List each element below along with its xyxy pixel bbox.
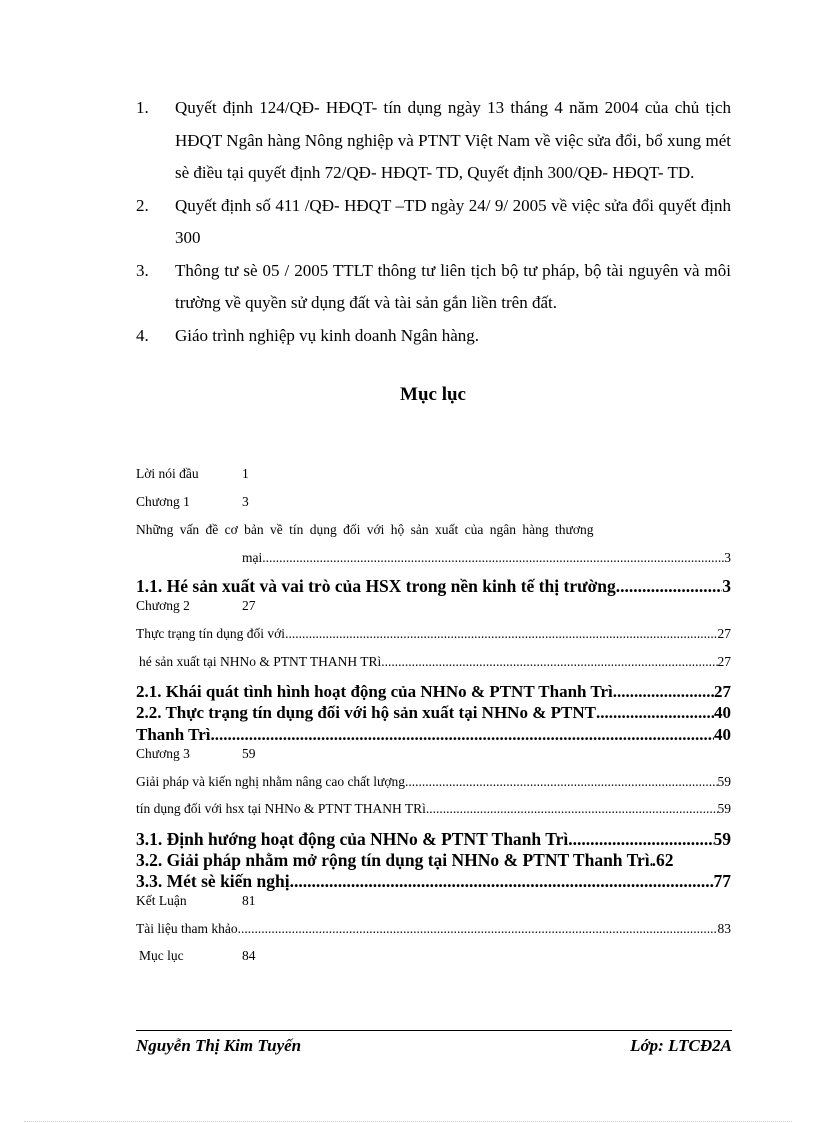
toc-entry-chapter-1[interactable] bbox=[136, 494, 731, 510]
toc-page: 84 bbox=[242, 948, 256, 963]
toc-text: Thực trạng tín dụng đối với bbox=[136, 626, 286, 641]
toc-page: 59 bbox=[242, 746, 256, 761]
toc-page: .62 bbox=[651, 850, 674, 870]
toc-page: 1 bbox=[242, 466, 249, 481]
toc-page: 40 bbox=[714, 725, 731, 744]
toc-leader bbox=[381, 654, 717, 670]
toc-page: 81 bbox=[242, 893, 256, 908]
toc-page: 59 bbox=[717, 774, 731, 789]
toc-page: 27 bbox=[717, 654, 731, 669]
toc-entry-3-1[interactable] bbox=[136, 829, 731, 850]
toc-entry-chapter-3-title-a[interactable] bbox=[136, 774, 731, 790]
toc-entry-chapter-2-title-b[interactable] bbox=[139, 654, 731, 670]
toc-page: 59 bbox=[713, 829, 731, 849]
toc-entry-1-1[interactable] bbox=[136, 576, 731, 597]
toc-label: Lời nói đầu bbox=[136, 466, 199, 481]
toc-text: hé sản xuất tại NHNo & PTNT THANH TRì bbox=[139, 654, 382, 669]
toc-page: 27 bbox=[714, 682, 731, 701]
toc-entry-2-2-cont[interactable] bbox=[136, 725, 731, 745]
toc-leader bbox=[426, 801, 718, 817]
toc-page: 40 bbox=[714, 703, 731, 722]
toc-leader bbox=[405, 774, 717, 790]
reference-number: 3. bbox=[136, 260, 149, 280]
toc-text: Thanh Trì bbox=[136, 725, 211, 744]
toc-page: 59 bbox=[717, 801, 731, 816]
footer-class: Lớp: LTCĐ2A bbox=[630, 1036, 732, 1055]
toc-label: Kết Luận bbox=[136, 893, 187, 908]
footer-author: Nguyễn Thị Kim Tuyến bbox=[136, 1036, 302, 1055]
toc-entry-3-3[interactable] bbox=[136, 871, 731, 892]
toc-entry-3-2[interactable] bbox=[136, 850, 731, 871]
toc-text: 1.1. Hé sản xuất và vai trò của HSX trong nền kinh tế thị trường bbox=[136, 576, 616, 596]
reference-number: 4. bbox=[136, 325, 149, 345]
toc-text: mại bbox=[242, 550, 263, 565]
footer-divider bbox=[136, 1030, 732, 1031]
toc-page: 83 bbox=[717, 921, 731, 936]
toc-leader bbox=[596, 703, 714, 723]
page-footer bbox=[136, 1036, 732, 1056]
toc-leader bbox=[285, 626, 717, 642]
toc-text: 3.3. Mét sè kiến nghị bbox=[136, 871, 290, 891]
toc-page: 77 bbox=[713, 871, 731, 891]
toc-chapter-1-title: Những vấn đề cơ bản về tín dụng đối với hộ sản xuất của ngân hàng thương bbox=[136, 522, 594, 537]
page-edge-divider bbox=[24, 1121, 792, 1122]
reference-text: Quyết định số 411 /QĐ- HĐQT –TD ngày 24/ 9/ 2005 về việc sửa đổi quyết định 300 bbox=[175, 195, 731, 247]
toc-entry-chapter-3-title-b[interactable] bbox=[136, 801, 731, 817]
toc-leader bbox=[568, 829, 713, 850]
reference-item bbox=[136, 255, 731, 320]
toc-entry-conclusion[interactable] bbox=[136, 893, 731, 909]
toc-text: tín dụng đối với hsx tại NHNo & PTNT THANH TRì bbox=[136, 801, 426, 816]
reference-item bbox=[136, 320, 731, 353]
toc-entry-chapter-2[interactable] bbox=[136, 598, 731, 614]
toc-page: 3 bbox=[724, 550, 731, 565]
toc-entry-2-2[interactable] bbox=[136, 703, 731, 723]
toc-leader bbox=[238, 921, 718, 937]
reference-text: Giáo trình nghiệp vụ kinh doanh Ngân hàng. bbox=[175, 325, 480, 345]
toc-label: Chương 2 bbox=[136, 598, 190, 613]
toc-text: Tài liệu tham khảo bbox=[136, 921, 238, 936]
toc-leader bbox=[262, 550, 724, 566]
toc-text: 2.1. Khái quát tình hình hoạt động của NHNo & PTNT Thanh Trì. bbox=[136, 682, 618, 701]
reference-text: Thông tư sè 05 / 2005 TTLT thông tư liên tịch bộ tư pháp, bộ tài nguyên và môi trường về quyền sử dụng đất và tài sản gắn liền trên đất. bbox=[175, 260, 731, 312]
reference-list bbox=[136, 92, 731, 352]
toc-title: Mục lục bbox=[400, 384, 466, 405]
toc-entry-chapter-1-title-cont[interactable] bbox=[242, 550, 731, 566]
toc-leader bbox=[617, 682, 714, 702]
reference-text: Quyết định 124/QĐ- HĐQT- tín dụng ngày 13 tháng 4 năm 2004 của chủ tịch HĐQT Ngân hàng Nông nghiệp và PTNT Việt Nam về việc sửa đổi, bổ xung mét sè điều tại quyết định 72/QĐ- HĐQT- TD, Quyết định 300/QĐ- HĐQT- TD. bbox=[175, 98, 731, 182]
toc-entry-references[interactable] bbox=[136, 921, 731, 937]
toc-text: 3.2. Giải pháp nhằm mở rộng tín dụng tại NHNo & PTNT Thanh Trì bbox=[136, 850, 650, 870]
toc-label: Mục lục bbox=[139, 948, 184, 963]
toc-text: 3.1. Định hướng hoạt động của NHNo & PTNT Thanh Trì bbox=[136, 829, 569, 849]
reference-item bbox=[136, 92, 731, 190]
toc-label: Chương 3 bbox=[136, 746, 190, 761]
toc-page: 27 bbox=[717, 626, 731, 641]
reference-number: 1. bbox=[136, 98, 149, 117]
toc-leader bbox=[616, 576, 722, 597]
toc-leader bbox=[211, 725, 715, 745]
reference-item bbox=[136, 190, 731, 255]
toc-text: Giải pháp và kiến nghị nhằm nâng cao chất lượng bbox=[136, 774, 406, 789]
toc-entry-preface[interactable] bbox=[136, 466, 731, 482]
toc-page: 3 bbox=[242, 494, 249, 509]
toc-page: 27 bbox=[242, 598, 256, 613]
reference-number: 2. bbox=[136, 195, 149, 215]
toc-label: Chương 1 bbox=[136, 494, 190, 509]
toc-leader bbox=[290, 871, 714, 892]
toc-entry-chapter-2-title-a[interactable] bbox=[136, 626, 731, 642]
toc-text: 2.2. Thực trạng tín dụng đối với hộ sản xuất tại NHNo & PTNT bbox=[136, 703, 596, 722]
toc-page: 3 bbox=[722, 576, 731, 596]
toc-entry-contents[interactable] bbox=[139, 948, 734, 964]
toc-entry-chapter-3[interactable] bbox=[136, 746, 731, 762]
toc-entry-2-1[interactable] bbox=[136, 682, 731, 702]
